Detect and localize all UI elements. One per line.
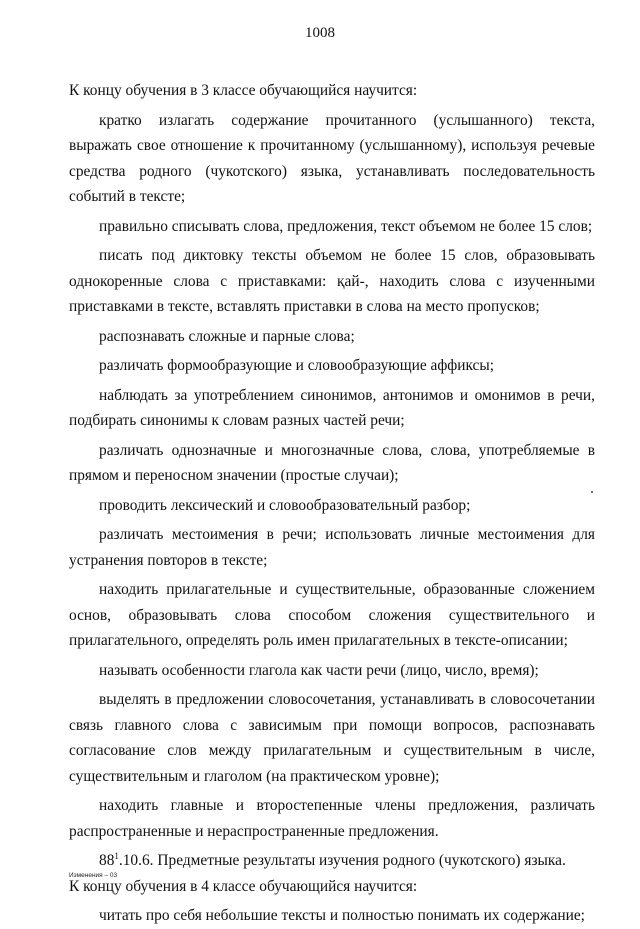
- paragraph: правильно списывать слова, предложения, текст объемом не более 15 слов;: [99, 217, 593, 235]
- paragraph: К концу обучения в 3 классе обучающийся научится:: [69, 82, 418, 99]
- section-number-superscript: 1: [114, 851, 119, 861]
- section-number: 88: [99, 852, 115, 869]
- paragraph: различать местоимения в речи; использовать личные местоимения для устранения повторов в тексте;: [69, 526, 595, 569]
- paragraph: распознавать сложные и парные слова;: [99, 327, 355, 345]
- paragraph: читать про себя небольшие тексты и полностью понимать их содержание;: [99, 907, 585, 924]
- section-number-rest: .10.6.: [118, 852, 154, 869]
- paragraph: писать под диктовку тексты объемом не более 15 слов, образовывать однокоренные слова с приставками: қай-, находить слова с изученными приставками в тексте, вставлять приставки в слова на место пропусков;: [69, 247, 595, 315]
- paragraph: К концу обучения в 4 классе обучающийся научится:: [69, 877, 418, 895]
- paragraph: выделять в предложении словосочетания, устанавливать в словосочетании связь главного слова с зависимым при помощи вопросов, распознавать согласование слов между прилагательным и существительным в числе, существительным и глаголом (на практическом уровне);: [69, 691, 595, 785]
- section-title: Предметные результаты изучения родного (чукотского) языка.: [153, 852, 566, 869]
- paragraph: различать формообразующие и словообразующие аффиксы;: [99, 357, 495, 374]
- page-number: 1008: [305, 25, 335, 41]
- page-body: [69, 78, 595, 929]
- section-heading: [69, 848, 595, 874]
- paragraph: кратко излагать содержание прочитанного (услышанного) текста, выражать свое отношение к прочитанному (услышанному), используя речевые средства родного (чукотского) языка, устанавливать последовательность событий в тексте;: [69, 111, 595, 205]
- paragraph: наблюдать за употреблением синонимов, антонимов и омонимов в речи, подбирать синонимы к словам разных частей речи;: [69, 386, 595, 429]
- scan-speck: [591, 491, 593, 493]
- paragraph: находить прилагательные и существительные, образованные сложением основ, образовывать слова способом сложения существительного и прилагательного, определять роль имен прилагательных в тексте-описании;: [69, 581, 595, 649]
- footer-note: Изменения – 03: [69, 872, 118, 879]
- paragraph: различать однозначные и многозначные слова, слова, употребляемые в прямом и переносном значении (простые случаи);: [69, 441, 595, 484]
- paragraph: проводить лексический и словообразовательный разбор;: [99, 496, 471, 514]
- paragraph: находить главные и второстепенные члены предложения, различать распространенные и нераспространенные предложения.: [69, 797, 595, 840]
- paragraph: называть особенности глагола как части речи (лицо, число, время);: [99, 661, 539, 679]
